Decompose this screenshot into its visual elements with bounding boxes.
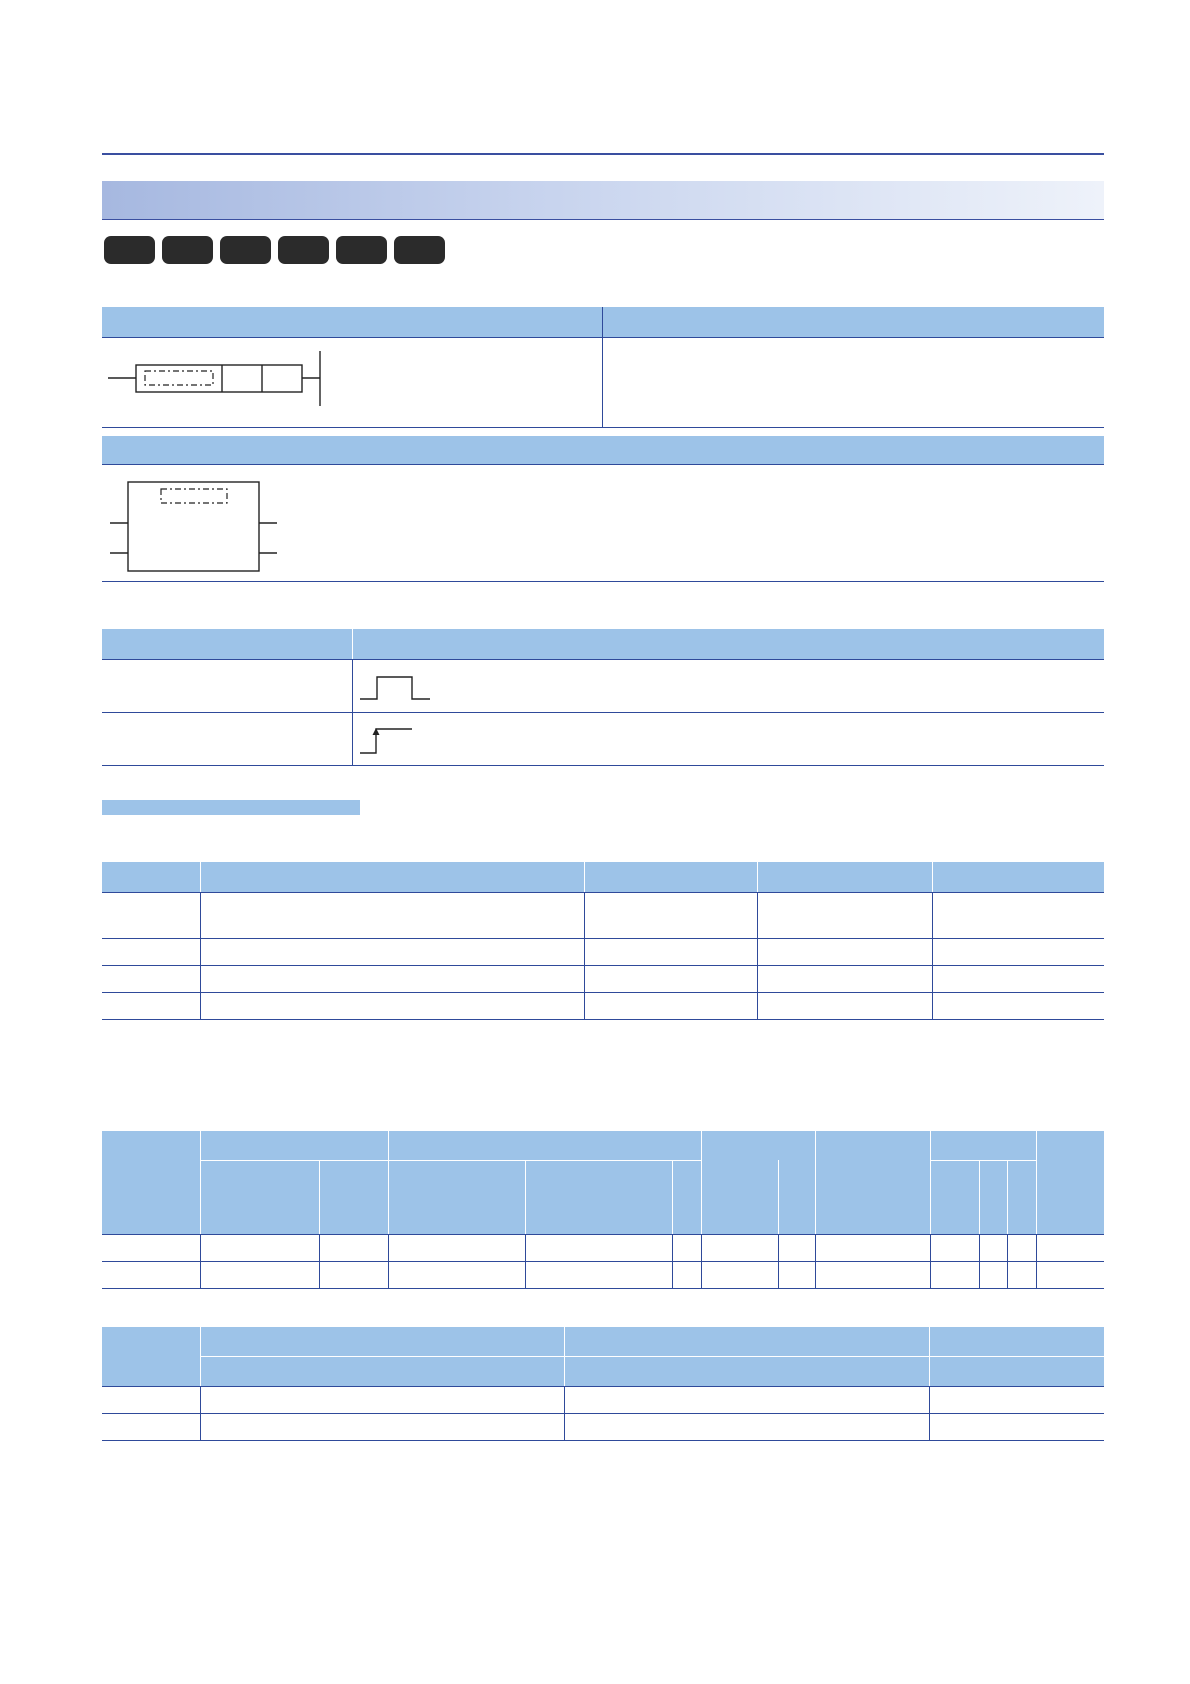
section-title-bar <box>102 181 1104 220</box>
ladder-st-header <box>102 307 1104 337</box>
cpu-tag <box>220 236 271 264</box>
cpu-tag <box>394 236 445 264</box>
cpu-tag <box>104 236 155 264</box>
fbd-header <box>102 436 1104 464</box>
operands-heading-bar <box>102 800 360 815</box>
rising-edge-icon <box>356 721 436 757</box>
devices-table-header <box>102 1131 1104 1234</box>
cpu-tag <box>336 236 387 264</box>
cpu-tag-row <box>104 236 445 264</box>
cpu-tag <box>162 236 213 264</box>
cpu-tag <box>278 236 329 264</box>
ladder-diagram <box>102 345 332 407</box>
exec-condition-header <box>102 629 1104 659</box>
header-rule <box>102 153 1104 155</box>
operand-table-header <box>102 862 1104 892</box>
on-pulse-icon <box>356 668 436 704</box>
fbd-diagram <box>102 474 282 574</box>
